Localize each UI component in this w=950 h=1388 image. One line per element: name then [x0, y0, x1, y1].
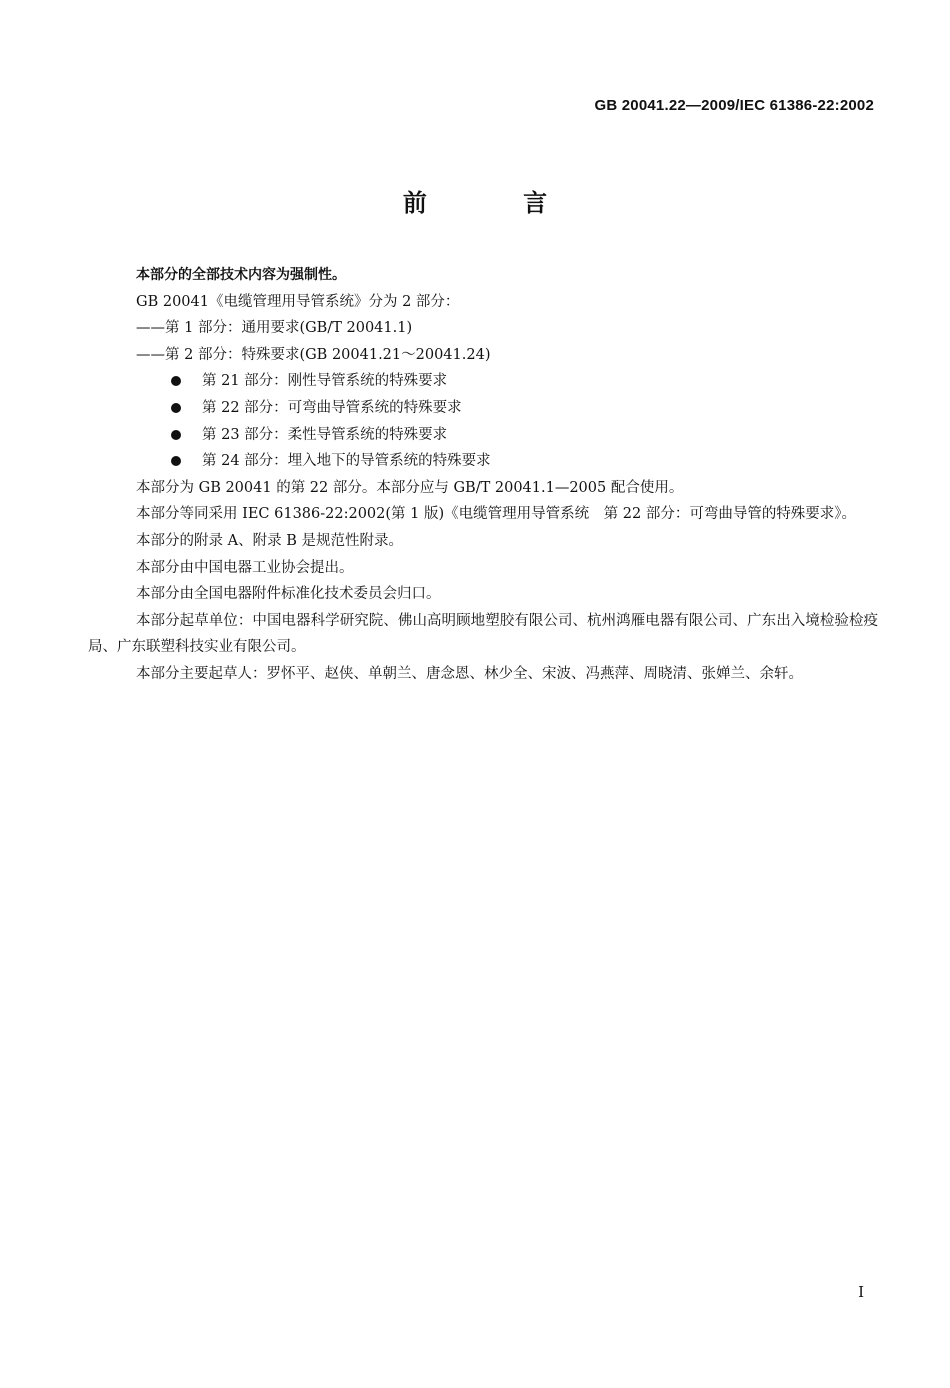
list-item-label: 第 22 部分：可弯曲导管系统的特殊要求: [202, 399, 462, 416]
bullet-dot-icon: [171, 430, 181, 440]
part-1-item: ——第 1 部分：通用要求(GB/T 20041.1): [136, 320, 413, 337]
part-2-item: ——第 2 部分：特殊要求(GB 20041.21～20041.24): [136, 346, 491, 363]
part-2-subparts-list: [88, 368, 878, 474]
list-item: [88, 368, 878, 395]
this-part-statement: 本部分为 GB 20041 的第 22 部分。本部分应与 GB/T 20041.1—2005 配合使用。: [136, 479, 684, 496]
bullet-dot-icon: [171, 456, 181, 466]
bullet-dot-icon: [171, 403, 181, 413]
equivalence-statement: 本部分等同采用 IEC 61386-22:2002(第 1 版)《电缆管理用导管系统 第 22 部分：可弯曲导管的特殊要求》。: [136, 506, 857, 523]
list-item-label: 第 24 部分：埋入地下的导管系统的特殊要求: [202, 453, 491, 470]
parts-intro: GB 20041《电缆管理用导管系统》分为 2 部分：: [136, 293, 460, 310]
list-item: [88, 395, 878, 422]
list-item-label: 第 21 部分：刚性导管系统的特殊要求: [202, 373, 448, 390]
bullet-dot-icon: [171, 376, 181, 386]
mandatory-statement: 本部分的全部技术内容为强制性。: [136, 267, 346, 283]
annex-statement: 本部分的附录 A、附录 B 是规范性附录。: [136, 532, 403, 549]
foreword-body: [88, 262, 878, 688]
centralized-by-statement: 本部分由全国电器附件标准化技术委员会归口。: [136, 586, 441, 603]
proposed-by-statement: 本部分由中国电器工业协会提出。: [136, 559, 354, 576]
list-item: [88, 448, 878, 475]
list-item: [88, 422, 878, 449]
drafting-units-statement: 本部分起草单位：中国电器科学研究院、佛山高明顾地塑胶有限公司、杭州鸿雁电器有限公司、广东出入境检验检疫局、广东联塑科技实业有限公司。: [88, 612, 878, 656]
list-item-label: 第 23 部分：柔性导管系统的特殊要求: [202, 426, 448, 443]
drafters-statement: 本部分主要起草人：罗怀平、赵侠、单朝兰、唐念恩、林少全、宋波、冯燕萍、周晓清、张婵兰、余轩。: [136, 665, 803, 682]
standard-code: GB 20041.22—2009/IEC 61386-22:2002: [594, 97, 874, 114]
page-title: 前 言: [402, 189, 592, 217]
page-number: I: [858, 1283, 864, 1301]
